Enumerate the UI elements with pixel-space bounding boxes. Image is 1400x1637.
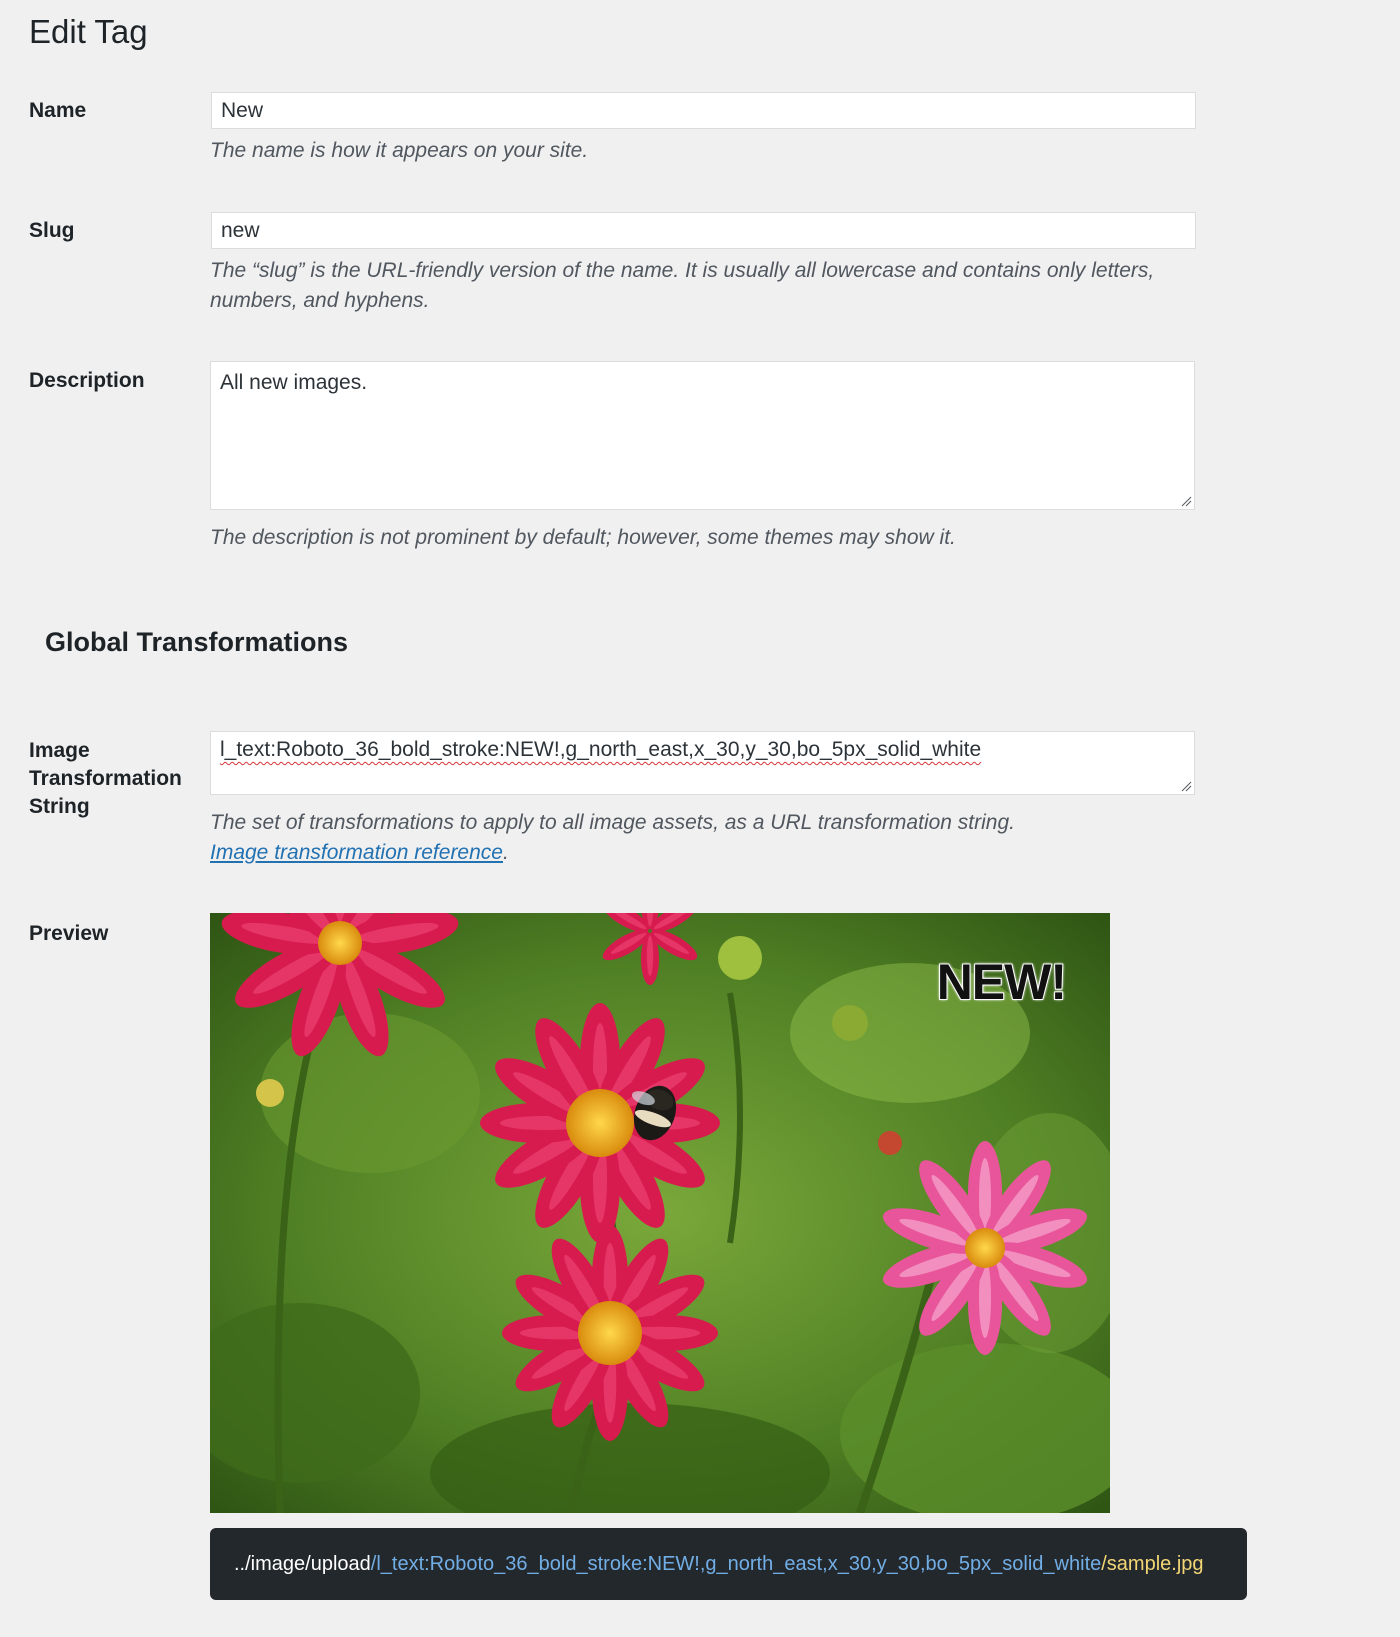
slug-label: Slug bbox=[29, 219, 75, 242]
transformation-reference-link[interactable]: Image transformation reference bbox=[210, 841, 503, 864]
description-value: All new images. bbox=[220, 371, 368, 394]
page-title: Edit Tag bbox=[29, 13, 148, 50]
slug-hint: The “slug” is the URL-friendly version of the name. It is usually all lowercase and contains only letters, numbers, and hyphens. bbox=[210, 259, 1155, 312]
url-base: ../image/upload bbox=[234, 1552, 371, 1575]
url-transform: /l_text:Roboto_36_bold_stroke:NEW!,g_north_east,x_30,y_30,bo_5px_solid_white bbox=[370, 1552, 1102, 1575]
transformation-label: Image Transformation String bbox=[29, 739, 182, 818]
description-hint: The description is not prominent by default; however, some themes may show it. bbox=[210, 526, 956, 549]
transformation-value: l_text:Roboto_36_bold_stroke:NEW!,g_north_east,x_30,y_30,bo_5px_solid_white bbox=[220, 738, 982, 761]
name-label: Name bbox=[29, 99, 87, 122]
overlay-text: NEW! bbox=[936, 954, 1066, 1010]
description-label: Description bbox=[29, 369, 145, 392]
description-textarea[interactable] bbox=[210, 361, 1195, 510]
preview-image bbox=[210, 913, 1110, 1513]
transformation-textarea[interactable] bbox=[210, 731, 1195, 795]
slug-input[interactable] bbox=[211, 212, 1196, 249]
section-title-global-transformations: Global Transformations bbox=[45, 627, 349, 657]
resize-grip-icon[interactable] bbox=[1180, 495, 1192, 507]
transformation-url-bar bbox=[210, 1528, 1247, 1600]
preview-label: Preview bbox=[29, 922, 109, 945]
resize-grip-icon[interactable] bbox=[1180, 780, 1192, 792]
transformation-hint bbox=[210, 808, 1170, 868]
name-hint: The name is how it appears on your site. bbox=[210, 139, 589, 162]
link-suffix: . bbox=[502, 841, 509, 864]
url-file: /sample.jpg bbox=[1101, 1552, 1204, 1575]
transformation-hint-text: The set of transformations to apply to all image assets, as a URL transformation string. bbox=[210, 811, 1015, 834]
name-input[interactable] bbox=[211, 92, 1196, 129]
